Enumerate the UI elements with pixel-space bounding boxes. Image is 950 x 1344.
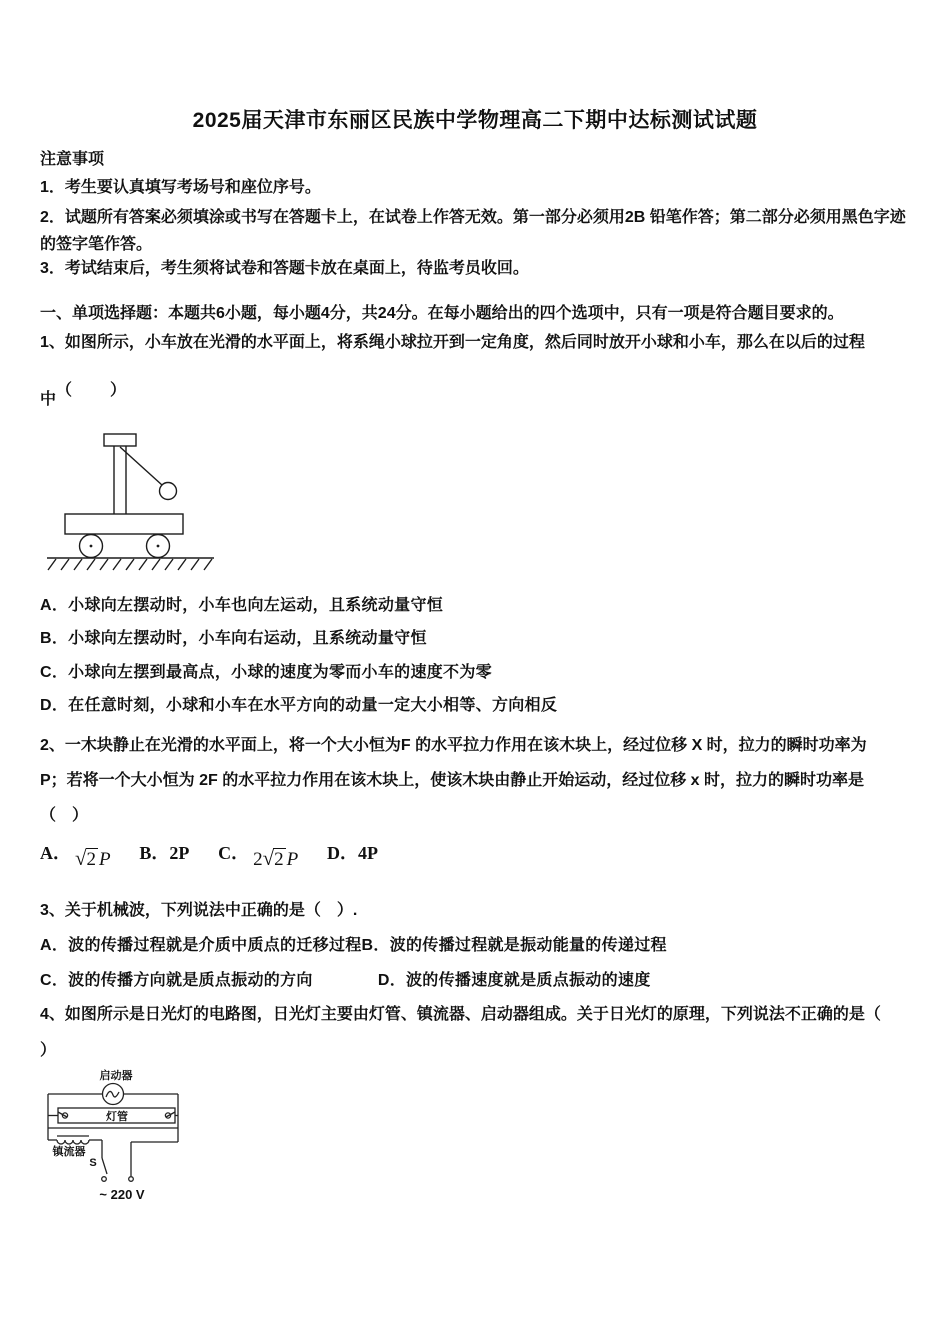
question-4-stem-line1: 4、如图所示是日光灯的电路图，日光灯主要由灯管、镇流器、启动器组成。关于日光灯的原理，下列说法不正确的是（ <box>40 1006 881 1023</box>
section-one-heading: 一、单项选择题：本题共6小题，每小题4分，共24分。在每小题给出的四个选项中，只有一项是符合题目要求的。 <box>40 305 844 322</box>
sqrt-2-p-expression: √2 P <box>75 846 111 870</box>
page-title: 2025届天津市东丽区民族中学物理高二下期中达标测试试题 <box>192 109 758 132</box>
question-3-options-row2: C．波的传播方向就是质点振动的方向 D．波的传播速度就是质点振动的速度 <box>40 972 651 989</box>
cart-body <box>65 514 183 534</box>
lamp-tube-label: 灯管 <box>106 1111 128 1123</box>
question-3-options-row1: A．波的传播过程就是介质中质点的迁移过程B．波的传播过程就是振动能量的传递过程 <box>40 937 667 954</box>
wheel-axle-right <box>157 545 160 548</box>
question-1-option-c: C．小球向左摆到最高点，小球的速度为零而小车的速度不为零 <box>40 664 492 681</box>
notice-item-2: 2．试题所有答案必须填涂或书写在答题卡上，在试卷上作答无效。第一部分必须用2B 铅笔作答；第二部分必须用黑色字迹的签字笔作答。 <box>40 209 906 253</box>
question-2-option-c: C． 2√2 P <box>218 843 299 870</box>
starter-contact-glyph <box>106 1091 119 1097</box>
switch-terminal <box>102 1177 107 1182</box>
question-2-option-d: D．4P <box>327 843 378 863</box>
question-1-option-b: B．小球向左摆动时，小车向右运动，且系统动量守恒 <box>40 630 427 647</box>
wheel-axle-left <box>90 545 93 548</box>
question-1-stem-line2 <box>40 380 914 411</box>
question-1-answer-blank: （ ） <box>56 382 129 399</box>
notice-heading: 注意事项 <box>40 151 105 168</box>
fluorescent-lamp-circuit-figure <box>45 1062 205 1212</box>
question-4-stem-line2: ） <box>40 1042 57 1059</box>
question-1-option-a: A．小球向左摆动时，小车也向左运动，且系统动量守恒 <box>40 597 444 614</box>
pendulum-ball <box>160 483 177 500</box>
question-2-stem-line1: 2、一木块静止在光滑的水平面上，将一个大小恒为F 的水平拉力作用在该木块上，经过位移 X 时，拉力的瞬时功率为 <box>40 737 867 754</box>
switch-label: S <box>89 1157 97 1169</box>
question-1-option-d: D．在任意时刻，小球和小车在水平方向的动量一定大小相等、方向相反 <box>40 697 558 714</box>
2-sqrt-2-p-expression: 2√2 P <box>253 846 299 870</box>
notice-item-3: 3．考试结束后，考生须将试卷和答题卡放在桌面上，待监考员收回。 <box>40 260 529 277</box>
ballast-coil <box>57 1140 89 1144</box>
switch-blade <box>102 1158 107 1174</box>
starter-label: 启动器 <box>99 1070 133 1082</box>
question-1-stem-prefix: 中 <box>40 391 57 408</box>
voltage-label: ~ 220 V <box>99 1187 145 1202</box>
question-2-option-a: A． √2 P <box>40 843 111 870</box>
question-1-stem-line1: 1、如图所示，小车放在光滑的水平面上，将系绳小球拉开到一定角度，然后同时放开小球和小车，那么在以后的过程 <box>40 334 865 351</box>
question-2-option-b: B．2P <box>139 843 190 863</box>
pendulum-crossbar <box>104 434 136 446</box>
ballast-label: 镇流器 <box>52 1146 86 1158</box>
notice-item-1: 1．考生要认真填写考场号和座位序号。 <box>40 179 321 196</box>
source-terminal <box>129 1177 134 1182</box>
cart-pendulum-figure <box>42 428 222 578</box>
ground-hatching <box>48 559 212 570</box>
question-2-stem-line2: P；若将一个大小恒为 2F 的水平拉力作用在该木块上，使该木块由静止开始运动，经过位移 x 时，拉力的瞬时功率是 <box>40 772 865 789</box>
question-2-answer-blank: （ ） <box>40 807 89 824</box>
question-2-options <box>40 839 402 870</box>
question-3-stem: 3、关于机械波，下列说法中正确的是（ ）. <box>40 902 358 919</box>
